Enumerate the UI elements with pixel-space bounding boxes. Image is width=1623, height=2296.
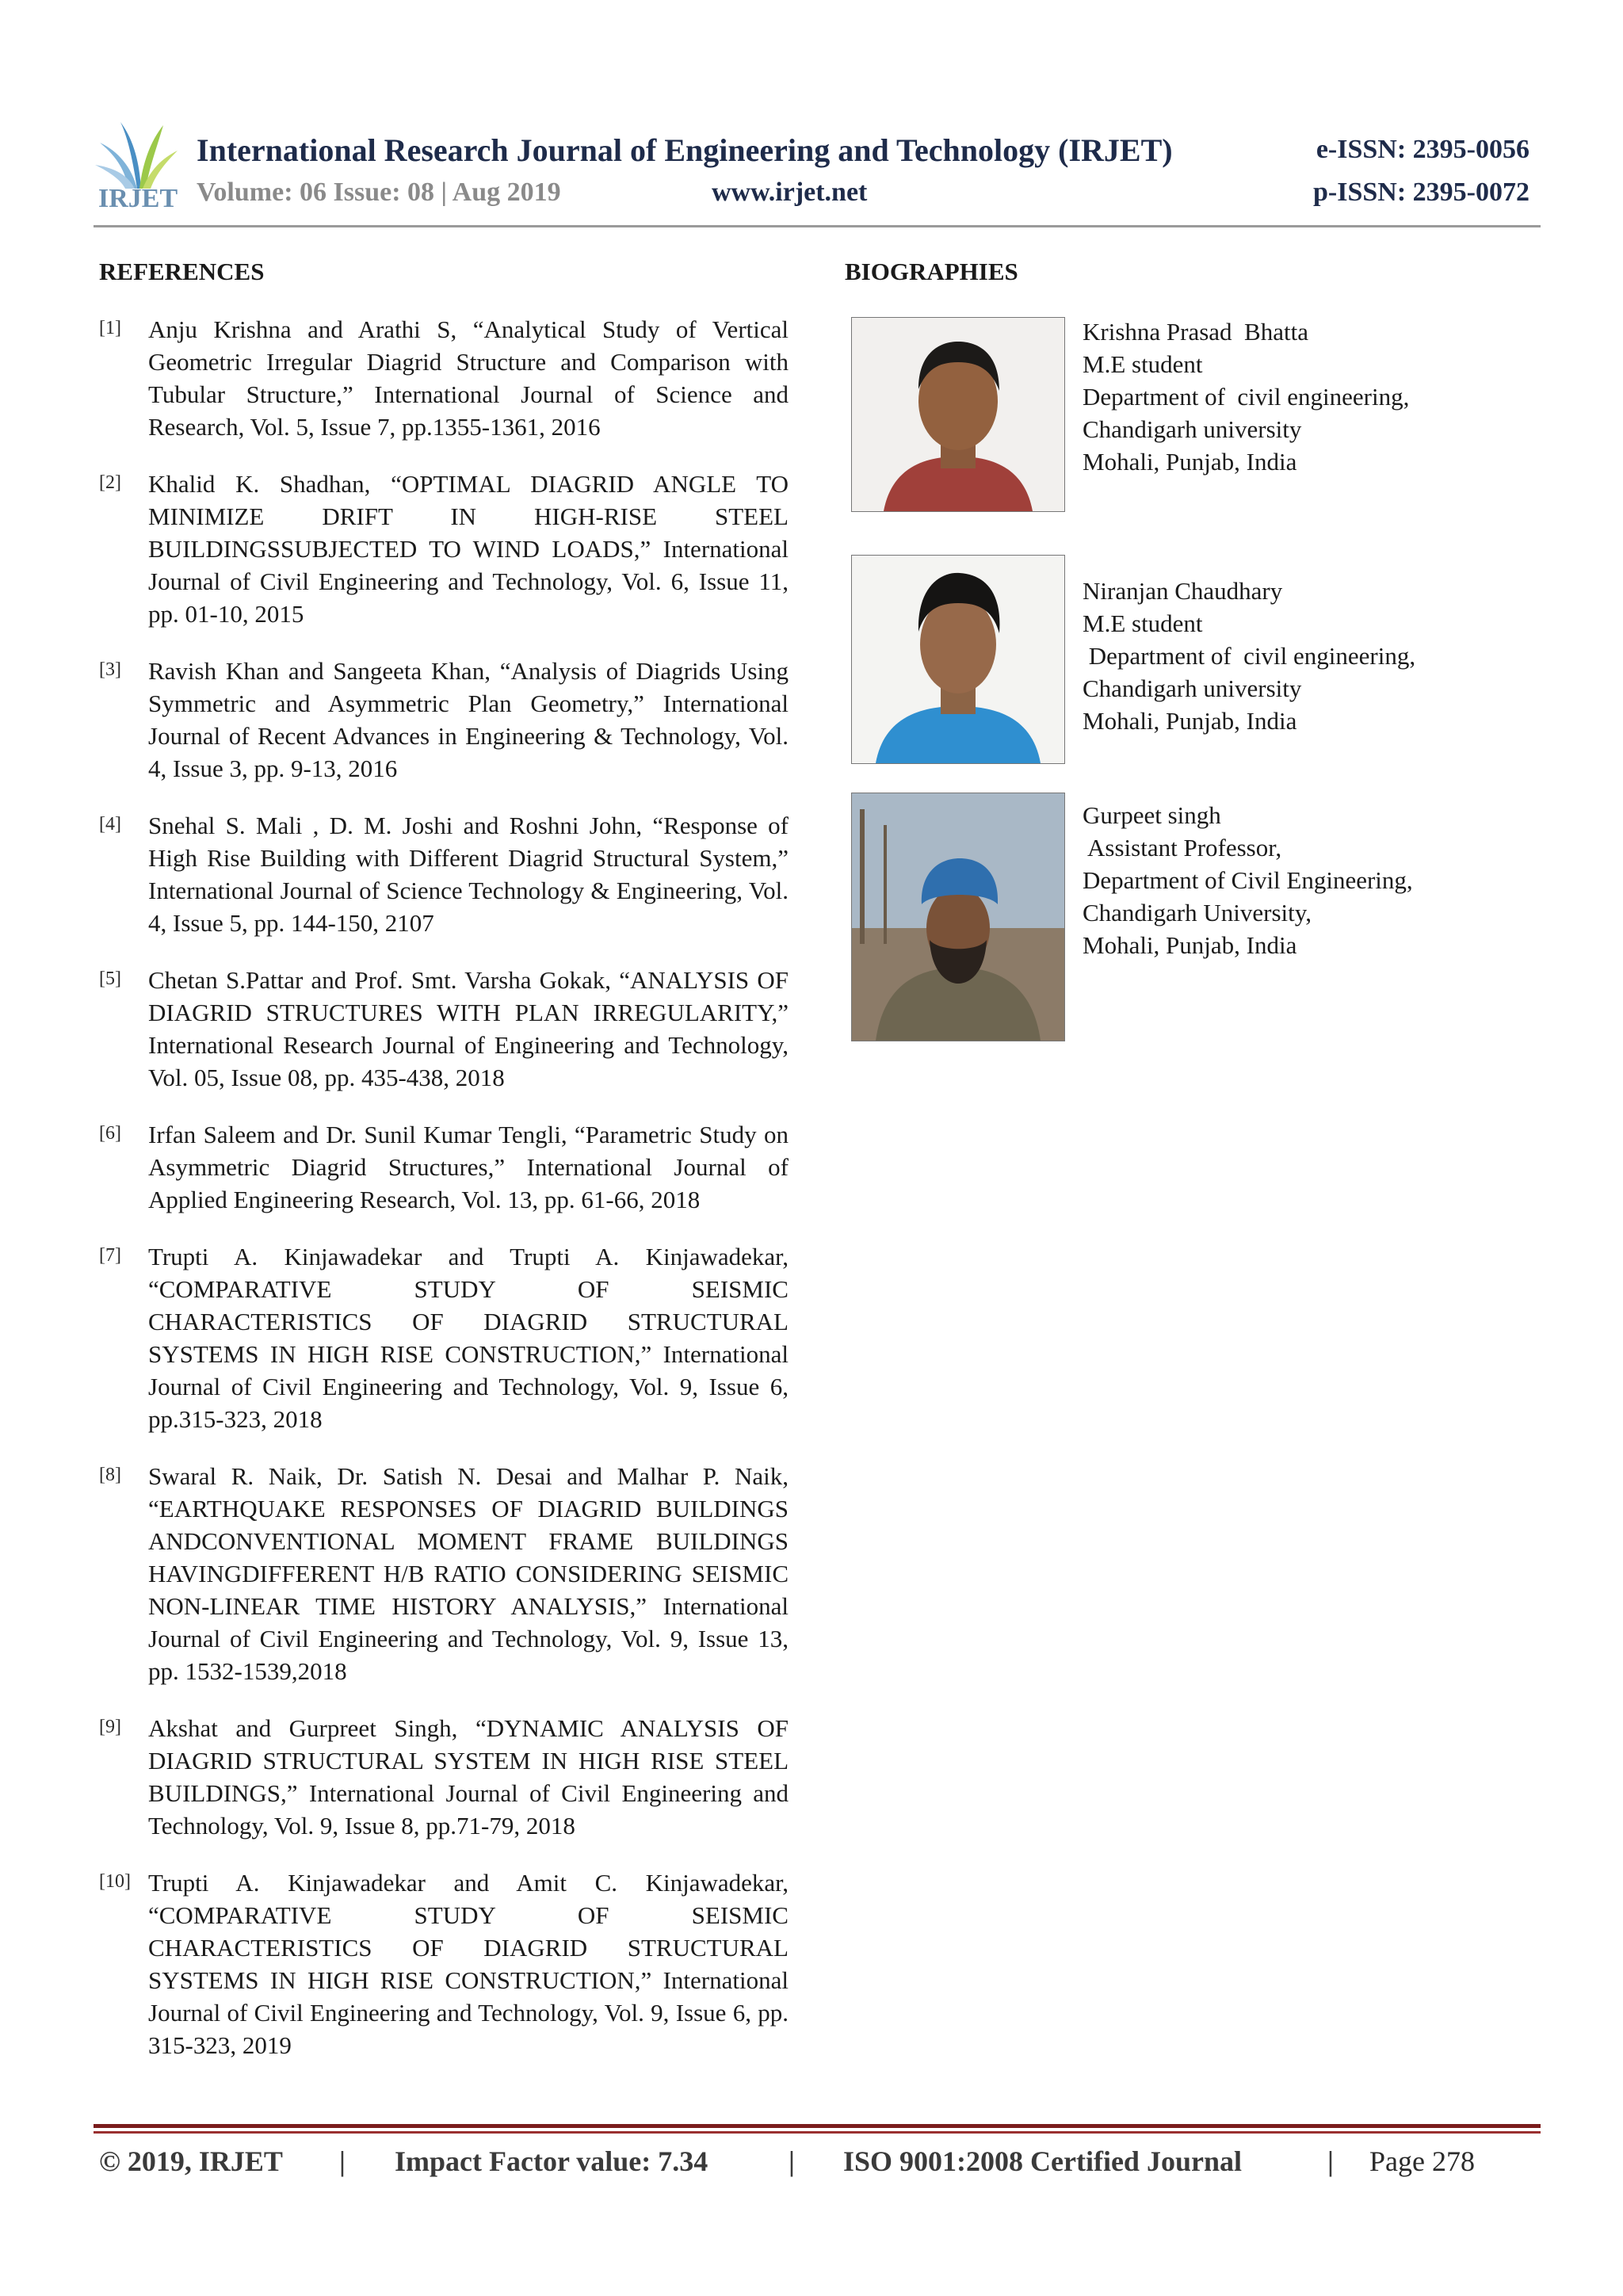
author-bio <box>1083 575 1590 737</box>
reference-item <box>99 1866 789 2061</box>
reference-text: Anju Krishna and Arathi S, “Analytical Study of Vertical Geometric Irregular Diagrid Structure and Comparison with Tubular Structure,” International Journal of Science and Research, Vol. 5, Issue 7, pp.1355-1361, 2016 <box>148 315 789 441</box>
author-photo <box>851 555 1065 764</box>
reference-item <box>99 1712 789 1842</box>
reference-number: [2] <box>99 472 121 493</box>
p-issn: p-ISSN: 2395-0072 <box>1313 178 1529 207</box>
reference-number: [1] <box>99 318 121 338</box>
footer-copyright: © 2019, IRJET <box>99 2145 283 2177</box>
author-position: M.E student <box>1083 350 1203 378</box>
author-department: Department of civil engineering, <box>1083 383 1410 411</box>
author-bio <box>1083 315 1590 478</box>
author-location: Mohali, Punjab, India <box>1083 448 1297 476</box>
reference-number: [5] <box>99 968 121 989</box>
footer-iso-certification: ISO 9001:2008 Certified Journal <box>843 2145 1242 2177</box>
reference-text: Trupti A. Kinjawadekar and Trupti A. Kinjawadekar, “COMPARATIVE STUDY OF SEISMIC CHARACTERISTICS OF DIAGRID STRUCTURAL SYSTEMS IN HIGH RISE CONSTRUCTION,” International Journal of Civil Engineering and Technology, Vol. 9, Issue 6, pp.315-323, 2018 <box>148 1243 789 1433</box>
author-position: M.E student <box>1083 609 1203 637</box>
author-position: Assistant Professor, <box>1083 834 1282 861</box>
author-photo <box>851 317 1065 512</box>
reference-number: [4] <box>99 814 121 835</box>
reference-item <box>99 964 789 1094</box>
reference-item <box>99 313 789 443</box>
author-university: Chandigarh University, <box>1083 899 1312 926</box>
references-heading: REFERENCES <box>99 258 265 285</box>
author-name: Krishna Prasad Bhatta <box>1083 318 1308 346</box>
author-bio <box>1083 799 1590 961</box>
footer-impact-factor: Impact Factor value: 7.34 <box>395 2145 708 2177</box>
reference-text: Ravish Khan and Sangeeta Khan, “Analysis of Diagrids Using Symmetric and Asymmetric Plan Geometry,” International Journal of Recent Advances in Engineering & Technology, Vol. 4, Issue 3, pp. 9-13, 2016 <box>148 657 789 782</box>
page-header <box>0 0 1623 273</box>
reference-number: [9] <box>99 1717 121 1737</box>
reference-text: Akshat and Gurpreet Singh, “DYNAMIC ANALYSIS OF DIAGRID STRUCTURAL SYSTEM IN HIGH RISE STEEL BUILDINGS,” International Journal of Civil Engineering and Technology, Vol. 9, Issue 8, pp.71-79, 2018 <box>148 1714 789 1839</box>
reference-item <box>99 1240 789 1435</box>
logo-leaves-icon <box>94 119 181 190</box>
reference-text: Irfan Saleem and Dr. Sunil Kumar Tengli, “Parametric Study on Asymmetric Diagrid Structures,” International Journal of Applied Engineering Research, Vol. 13, pp. 61-66, 2018 <box>148 1121 789 1213</box>
footer-divider <box>94 2124 1541 2128</box>
author-location: Mohali, Punjab, India <box>1083 931 1297 959</box>
reference-text: Chetan S.Pattar and Prof. Smt. Varsha Gokak, “ANALYSIS OF DIAGRID STRUCTURES WITH PLAN IRREGULARITY,” International Research Journal of Engineering and Technology, Vol. 05, Issue 08, pp. 435-438, 2018 <box>148 966 789 1091</box>
reference-item <box>99 468 789 630</box>
author-department: Department of civil engineering, <box>1083 642 1416 670</box>
reference-number: [6] <box>99 1123 121 1144</box>
journal-title: International Research Journal of Engineering and Technology (IRJET) <box>197 132 1173 168</box>
logo-text: IRJET <box>98 184 178 213</box>
reference-text: Khalid K. Shadhan, “OPTIMAL DIAGRID ANGLE TO MINIMIZE DRIFT IN HIGH-RISE STEEL BUILDINGSSUBJECTED TO WIND LOADS,” International Journal of Civil Engineering and Technology, Vol. 6, Issue 11, pp. 01-10, 2015 <box>148 470 789 628</box>
irjet-logo <box>94 119 181 214</box>
author-photo <box>851 793 1065 1041</box>
footer-divider-secondary <box>94 2131 1541 2134</box>
references-list <box>99 313 789 2086</box>
author-university: Chandigarh university <box>1083 674 1302 702</box>
reference-text: Trupti A. Kinjawadekar and Amit C. Kinjawadekar, “COMPARATIVE STUDY OF SEISMIC CHARACTERISTICS OF DIAGRID STRUCTURAL SYSTEMS IN HIGH RISE CONSTRUCTION,” International Journal of Civil Engineering and Technology, Vol. 9, Issue 6, pp. 315-323, 2019 <box>148 1869 789 2059</box>
reference-number: [8] <box>99 1465 121 1485</box>
reference-number: [10] <box>99 1871 131 1892</box>
reference-item <box>99 655 789 785</box>
author-university: Chandigarh university <box>1083 415 1302 443</box>
reference-item <box>99 1118 789 1216</box>
reference-number: [7] <box>99 1245 121 1266</box>
volume-issue: Volume: 06 Issue: 08 | Aug 2019 <box>197 178 561 207</box>
reference-text: Snehal S. Mali , D. M. Joshi and Roshni John, “Response of High Rise Building with Different Diagrid Structural System,” International Journal of Science Technology & Engineering, Vol. 4, Issue 5, pp. 144-150, 2107 <box>148 812 789 937</box>
footer-page-number: Page 278 <box>1369 2145 1475 2177</box>
reference-item <box>99 1460 789 1687</box>
reference-text: Swaral R. Naik, Dr. Satish N. Desai and Malhar P. Naik, “EARTHQUAKE RESPONSES OF DIAGRID BUILDINGS ANDCONVENTIONAL MOMENT FRAME BUILDINGS HAVINGDIFFERENT H/B RATIO CONSIDERING SEISMIC NON-LINEAR TIME HISTORY ANALYSIS,” International Journal of Civil Engineering and Technology, Vol. 9, Issue 13, pp. 1532-1539,2018 <box>148 1462 789 1685</box>
reference-number: [3] <box>99 659 121 680</box>
author-name: Niranjan Chaudhary <box>1083 577 1283 605</box>
header-divider <box>94 225 1541 227</box>
journal-website[interactable]: www.irjet.net <box>712 178 868 207</box>
author-department: Department of Civil Engineering, <box>1083 866 1413 894</box>
reference-item <box>99 809 789 939</box>
author-location: Mohali, Punjab, India <box>1083 707 1297 735</box>
footer-separator: | <box>789 2145 795 2177</box>
e-issn: e-ISSN: 2395-0056 <box>1316 135 1529 164</box>
biographies-heading: BIOGRAPHIES <box>845 258 1018 285</box>
footer-separator: | <box>1327 2145 1334 2177</box>
footer-separator: | <box>339 2145 346 2177</box>
author-name: Gurpeet singh <box>1083 801 1221 829</box>
